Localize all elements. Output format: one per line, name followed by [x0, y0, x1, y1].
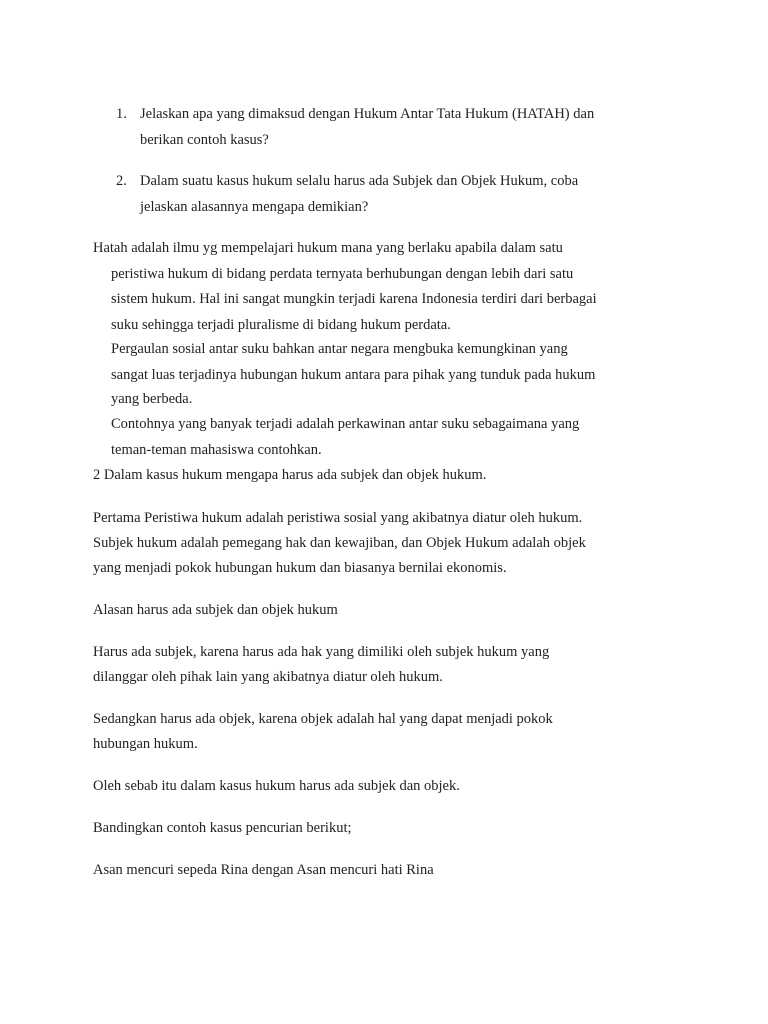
answer-1-line: suku sehingga terjadi pluralisme di bidang hukum perdata.	[111, 317, 451, 333]
answer-1-line: Hatah adalah ilmu yg mempelajari hukum mana yang berlaku apabila dalam satu	[93, 240, 563, 256]
paragraph-line: dilanggar oleh pihak lain yang akibatnya diatur oleh hukum.	[93, 669, 443, 685]
question-2-line-2: jelaskan alasannya mengapa demikian?	[140, 199, 369, 215]
answer-1-line: sangat luas terjadinya hubungan hukum antara para pihak yang tunduk pada hukum	[111, 367, 596, 383]
paragraph-line: hubungan hukum.	[93, 736, 198, 752]
paragraph-line: Pertama Peristiwa hukum adalah peristiwa sosial yang akibatnya diatur oleh hukum.	[93, 510, 583, 526]
answer-1-line: Contohnya yang banyak terjadi adalah perkawinan antar suku sebagaimana yang	[111, 416, 580, 432]
paragraph-line: Alasan harus ada subjek dan objek hukum	[93, 602, 338, 618]
question-2-number: 2.	[116, 173, 127, 189]
question-1-line-1: Jelaskan apa yang dimaksud dengan Hukum Antar Tata Hukum (HATAH) dan	[140, 106, 595, 122]
answer-2-heading: 2 Dalam kasus hukum mengapa harus ada subjek dan objek hukum.	[93, 467, 487, 483]
paragraph-line: Bandingkan contoh kasus pencurian berikut;	[93, 820, 352, 836]
answer-1-line: peristiwa hukum di bidang perdata ternyata berhubungan dengan lebih dari satu	[111, 266, 574, 282]
answer-1-line: sistem hukum. Hal ini sangat mungkin terjadi karena Indonesia terdiri dari berbagai	[111, 291, 597, 307]
paragraph-line: Subjek hukum adalah pemegang hak dan kewajiban, dan Objek Hukum adalah objek	[93, 535, 586, 551]
paragraph-line: Oleh sebab itu dalam kasus hukum harus ada subjek dan objek.	[93, 778, 460, 794]
answer-1-line: yang berbeda.	[111, 391, 193, 407]
paragraph-line: Sedangkan harus ada objek, karena objek adalah hal yang dapat menjadi pokok	[93, 711, 553, 727]
answer-1-line: Pergaulan sosial antar suku bahkan antar negara mengbuka kemungkinan yang	[111, 341, 568, 357]
question-1-line-2: berikan contoh kasus?	[140, 132, 269, 148]
paragraph-line: Harus ada subjek, karena harus ada hak yang dimiliki oleh subjek hukum yang	[93, 644, 550, 660]
paragraph-line: Asan mencuri sepeda Rina dengan Asan mencuri hati Rina	[93, 862, 434, 878]
question-1-number: 1.	[116, 106, 127, 122]
paragraph-line: yang menjadi pokok hubungan hukum dan biasanya bernilai ekonomis.	[93, 560, 507, 576]
question-2-line-1: Dalam suatu kasus hukum selalu harus ada Subjek dan Objek Hukum, coba	[140, 173, 579, 189]
answer-1-line: teman-teman mahasiswa contohkan.	[111, 442, 322, 458]
